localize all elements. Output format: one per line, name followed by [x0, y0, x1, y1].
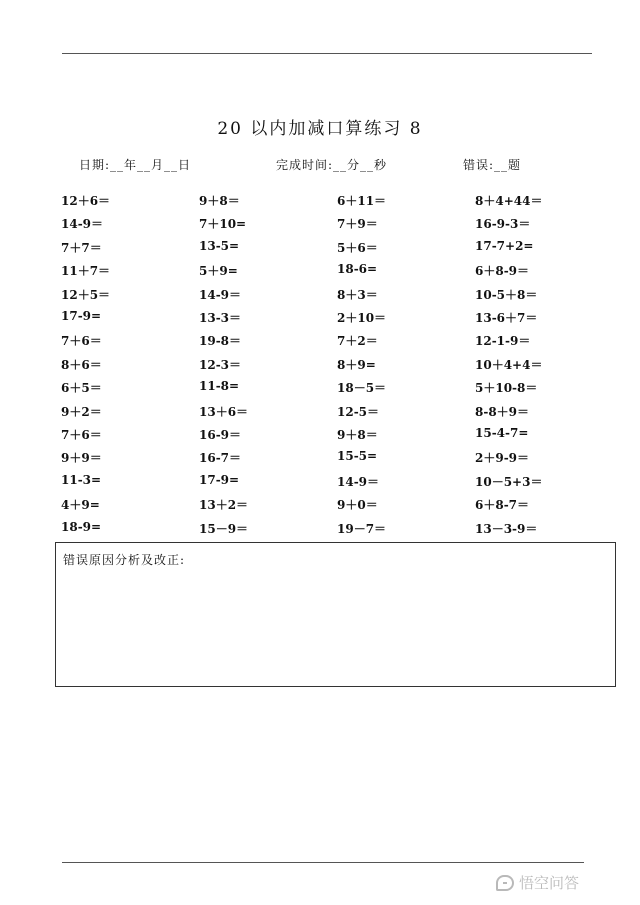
problem-item: 12-5＝: [337, 404, 380, 419]
error-analysis-label: 错误原因分析及改正:: [63, 553, 186, 567]
problem-item: 2＋9-9＝: [475, 451, 530, 466]
problem-item: 10-5＋8＝: [475, 287, 538, 302]
problem-item: 9＋0＝: [337, 498, 378, 513]
problem-item: 5＋9=: [199, 264, 238, 279]
problem-item: 17-7+2=: [475, 238, 534, 253]
error-analysis-box[interactable]: [55, 542, 616, 687]
problem-item: 9＋9＝: [61, 451, 102, 466]
problem-item: 13－3-9＝: [475, 521, 538, 536]
watermark-text: 悟空问答: [519, 874, 580, 892]
top-rule: [62, 53, 592, 54]
problem-item: 7＋6＝: [61, 334, 102, 349]
problem-item: 14-9＝: [337, 474, 380, 489]
problem-item: 7＋6＝: [61, 428, 102, 442]
problem-item: 13＋6＝: [199, 404, 249, 419]
problem-item: 7＋7＝: [61, 240, 102, 255]
problem-item: 10－5+3＝: [475, 474, 543, 489]
problem-item: 18-9=: [61, 519, 102, 534]
problem-item: 18-6=: [337, 262, 378, 277]
problem-item: 16-7＝: [199, 451, 242, 466]
problem-item: 7＋9＝: [337, 217, 378, 232]
problem-item: 2＋10＝: [337, 311, 387, 325]
error-count-field: 错误:__题: [463, 158, 522, 172]
problem-item: 4＋9=: [61, 498, 100, 513]
watermark: [496, 872, 579, 893]
problem-item: 11-3=: [61, 472, 102, 487]
problem-item: 5＋6＝: [337, 240, 378, 255]
problem-item: 7＋2＝: [337, 334, 378, 349]
problem-item: 17-9=: [61, 309, 102, 323]
problem-item: 8＋6＝: [61, 357, 102, 372]
problem-item: 18－5＝: [337, 381, 387, 396]
problem-item: 6＋8-9＝: [475, 264, 530, 279]
worksheet-title: 20 以内加减口算练习 8: [217, 119, 423, 139]
problem-item: 10＋4+4＝: [475, 357, 543, 372]
problem-item: 8＋4+44＝: [475, 194, 543, 208]
problem-item: 9＋8＝: [199, 194, 240, 208]
problem-grid: [61, 192, 581, 544]
problem-item: 14-9＝: [61, 217, 104, 232]
problem-item: 15-4-7=: [475, 426, 529, 440]
problem-item: 16-9＝: [199, 428, 242, 442]
problem-item: 13-6＋7＝: [475, 311, 538, 325]
problem-item: 16-9-3＝: [475, 217, 531, 232]
chat-bubble-icon: [496, 875, 514, 891]
problem-item: 13＋2＝: [199, 498, 249, 513]
problem-item: 12＋5＝: [61, 287, 111, 302]
completion-time-field: 完成时间:__分__秒: [276, 158, 388, 172]
problem-item: 12-3＝: [199, 357, 242, 372]
problem-item: 5＋10-8＝: [475, 381, 538, 396]
problem-item: 9＋8＝: [337, 428, 378, 442]
problem-item: 6＋11＝: [337, 194, 387, 208]
problem-item: 7＋10=: [199, 217, 247, 232]
problem-item: 15－9＝: [199, 521, 249, 536]
problem-item: 15-5=: [337, 449, 378, 464]
problem-item: 6＋5＝: [61, 381, 102, 396]
problem-item: 14-9＝: [199, 287, 242, 302]
problem-item: 19－7＝: [337, 521, 387, 536]
problem-item: 13-5=: [199, 238, 240, 253]
problem-item: 8＋3＝: [337, 287, 378, 302]
problem-item: 12＋6＝: [61, 194, 111, 208]
bottom-rule: [62, 862, 584, 863]
problem-item: 19-8＝: [199, 334, 242, 349]
problem-item: 8＋9=: [337, 357, 376, 372]
problem-item: 11-8=: [199, 379, 240, 394]
problem-item: 6＋8-7＝: [475, 498, 530, 513]
problem-item: 12-1-9＝: [475, 334, 531, 349]
problem-item: 17-9=: [199, 472, 240, 487]
problem-item: 8-8＋9＝: [475, 404, 530, 419]
problem-item: 9＋2＝: [61, 404, 102, 419]
problem-item: 11＋7＝: [61, 264, 111, 279]
problem-item: 13-3＝: [199, 311, 242, 325]
date-field: 日期:__年__月__日: [79, 158, 192, 172]
